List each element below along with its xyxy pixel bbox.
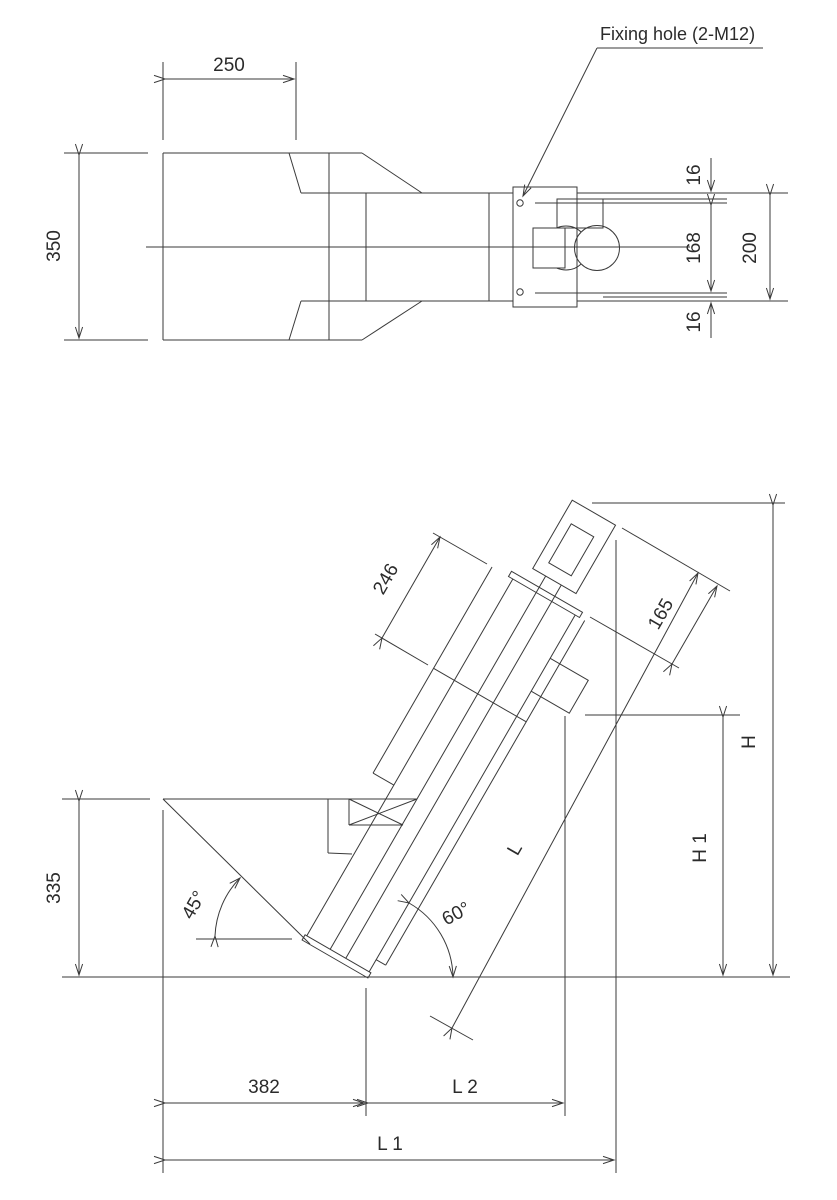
dim-L2-label: L 2 [452, 1077, 478, 1098]
cover-seam [434, 668, 527, 722]
hopper-side-outline [163, 799, 417, 944]
dim-H1 [690, 717, 723, 975]
dim-angle-45 [178, 878, 292, 939]
extension-lines [62, 503, 785, 1173]
dim-L1 [165, 1134, 614, 1160]
brace-diagonal-1 [349, 799, 403, 825]
dim-350-label: 350 [44, 230, 65, 262]
dim-16-bottom-label: 16 [684, 311, 705, 333]
side-view [44, 482, 790, 1173]
motor-window [549, 524, 594, 576]
dim-250 [163, 55, 296, 140]
hopper-45-wall [163, 799, 310, 944]
dim-168-label: 168 [684, 232, 705, 264]
dim-382-label: 382 [248, 1077, 280, 1098]
dim-L2 [368, 1077, 563, 1103]
dim-335 [44, 801, 79, 975]
dim-L [452, 573, 698, 1028]
drive-flange [508, 571, 582, 617]
dim-350 [44, 153, 148, 340]
angle-45-label: 45° [177, 887, 211, 923]
dim-L1-label: L 1 [377, 1134, 403, 1155]
dim-16-top [684, 158, 711, 191]
inclined-conveyor-body [283, 482, 662, 999]
dim-168 [684, 205, 711, 291]
discharge-outlet-stub [531, 658, 588, 713]
dim-165-label: 165 [644, 595, 679, 634]
dim-246-label: 246 [369, 560, 404, 599]
trough-cover-edge [373, 567, 492, 773]
intake-end-cap [302, 935, 371, 978]
dim-L-label: L [503, 839, 527, 860]
dim-H-label: H [739, 735, 760, 749]
dim-382 [165, 1077, 364, 1103]
dim-H [739, 505, 773, 975]
dim-angle-60 [409, 898, 474, 977]
dim-200-label: 200 [740, 232, 761, 264]
top-view [44, 24, 788, 340]
dim-200 [740, 195, 770, 299]
dim-H1-label: H 1 [690, 833, 711, 863]
motor-circle [575, 226, 620, 271]
fixing-hole-label: Fixing hole (2-M12) [600, 24, 756, 44]
dim-16-bottom [684, 303, 711, 338]
dim-246 [369, 537, 440, 638]
angle-60-label: 60° [438, 898, 475, 931]
dim-250-label: 250 [213, 55, 245, 76]
fixing-hole-callout [523, 24, 763, 196]
dim-335-label: 335 [44, 872, 65, 904]
motor-housing-side [533, 500, 616, 593]
dim-16-top-label: 16 [684, 164, 705, 186]
